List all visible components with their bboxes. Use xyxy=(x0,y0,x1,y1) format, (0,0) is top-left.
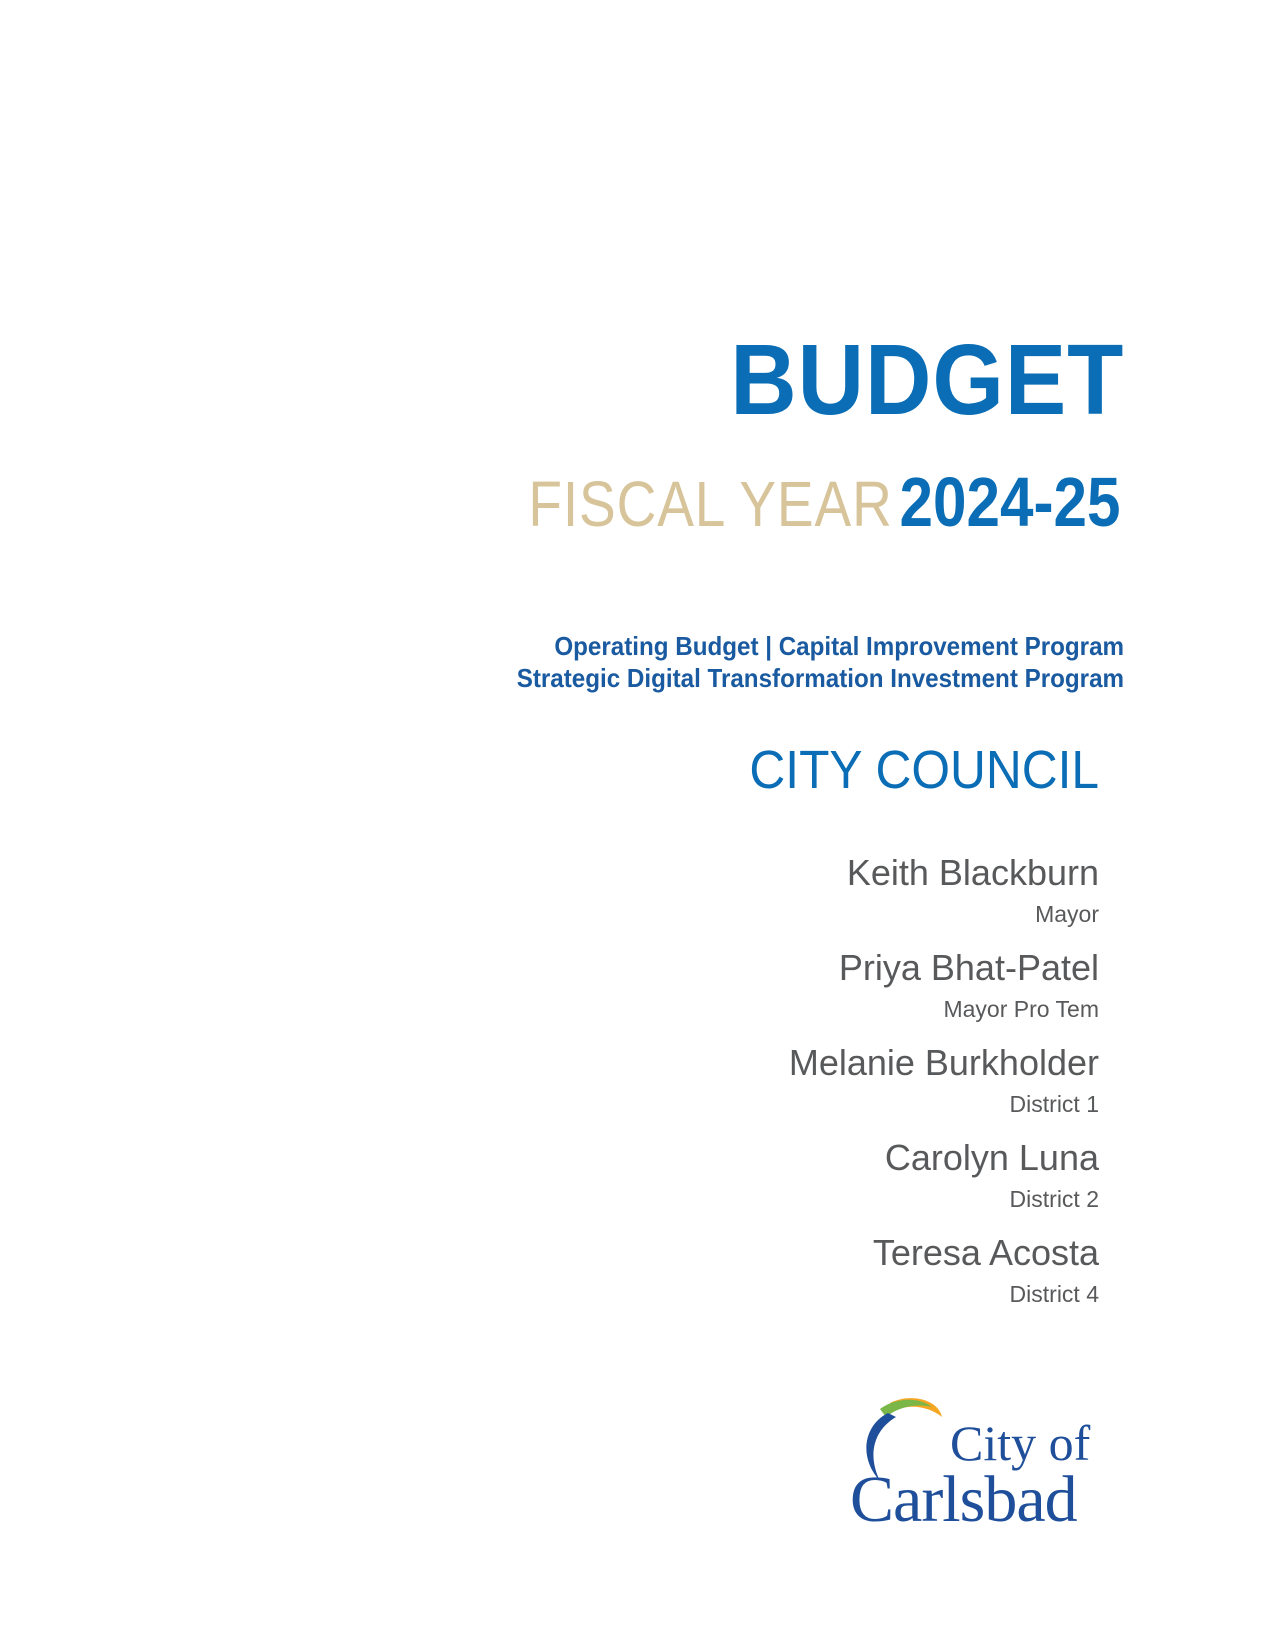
member-name: Keith Blackburn xyxy=(846,852,1099,893)
fiscal-year-value: 2024-25 xyxy=(899,463,1120,541)
logo-text-carlsbad: Carlsbad xyxy=(850,1463,1077,1536)
member-name: Priya Bhat-Patel xyxy=(838,947,1099,988)
member-name: Carolyn Luna xyxy=(884,1137,1099,1178)
member-role: District 4 xyxy=(1009,1281,1099,1307)
city-of-carlsbad-logo xyxy=(850,1395,1120,1555)
member-role: District 1 xyxy=(1009,1091,1099,1117)
program-line-1: Operating Budget | Capital Improvement Program xyxy=(554,631,1124,661)
member-role: District 2 xyxy=(1009,1186,1099,1212)
council-member xyxy=(599,1137,1099,1232)
member-name: Melanie Burkholder xyxy=(788,1042,1099,1083)
council-member xyxy=(599,852,1099,947)
member-name: Teresa Acosta xyxy=(872,1232,1099,1273)
program-list xyxy=(517,630,1124,694)
fiscal-year-heading xyxy=(528,462,1120,542)
city-council-heading: CITY COUNCIL xyxy=(749,740,1099,800)
logo-text-city-of: City of xyxy=(950,1415,1091,1471)
fiscal-year-label: FISCAL YEAR xyxy=(527,468,893,540)
program-line-2: Strategic Digital Transformation Investment Program xyxy=(516,663,1124,693)
council-member xyxy=(599,1232,1099,1327)
council-member xyxy=(599,947,1099,1042)
council-member xyxy=(599,1042,1099,1137)
member-role: Mayor Pro Tem xyxy=(943,996,1099,1022)
document-title: BUDGET xyxy=(730,324,1124,436)
member-role: Mayor xyxy=(1035,901,1099,927)
council-member-list xyxy=(599,852,1099,1327)
